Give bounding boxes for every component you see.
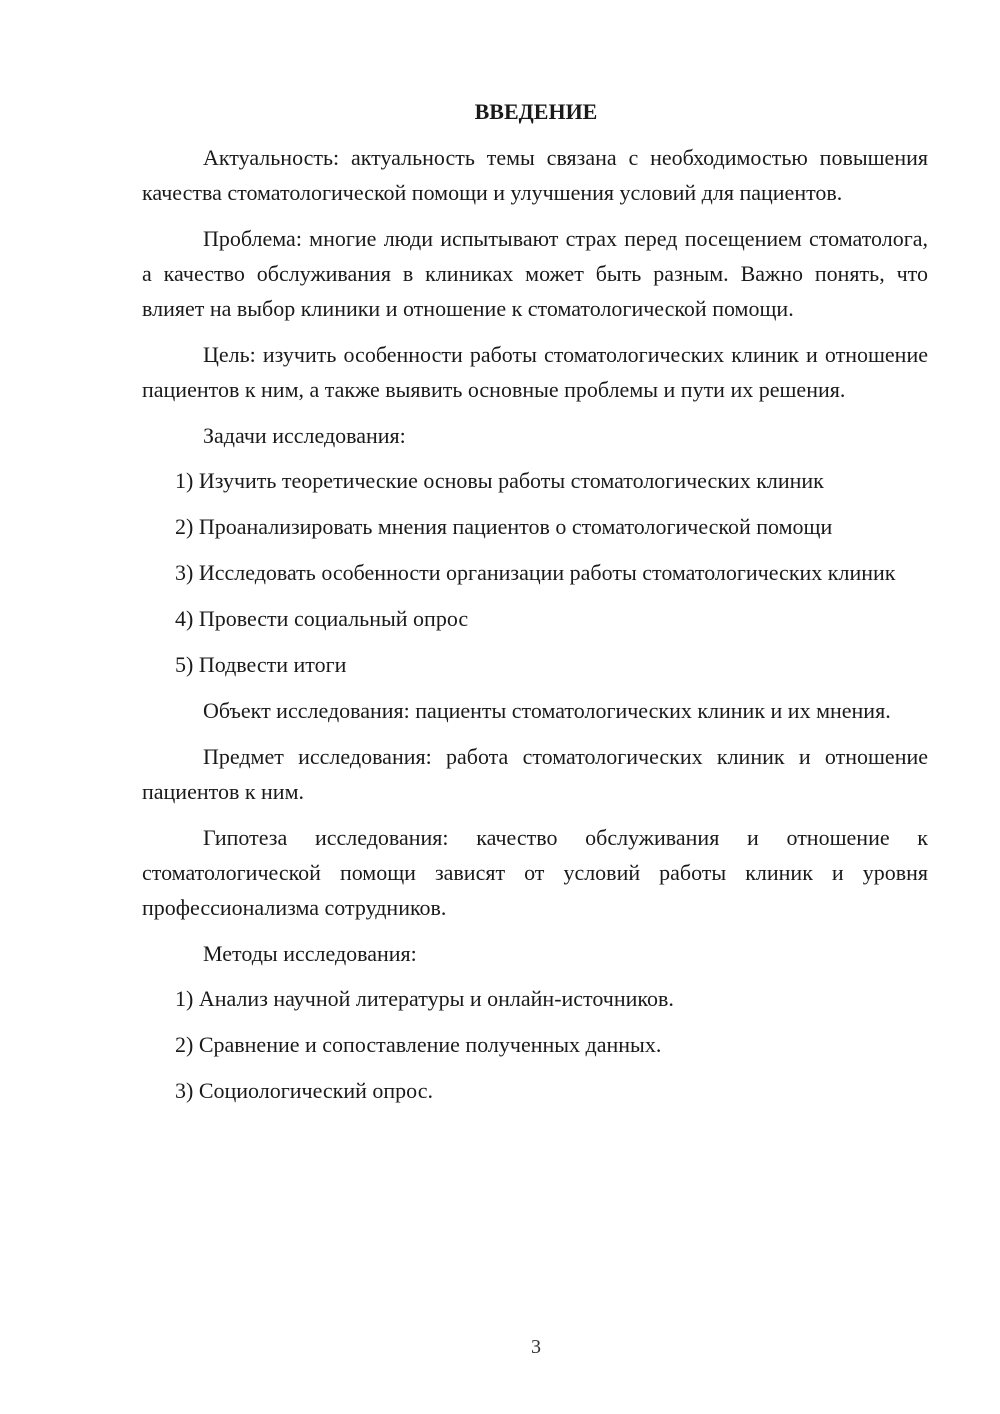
task-item: 1) Изучить теоретические основы работы стоматологических клиник bbox=[175, 468, 824, 493]
relevance-paragraph: Актуальность: актуальность темы связана с необходимостью повышения качества стоматологической помощи и улучшения условий для пациентов. bbox=[142, 145, 928, 205]
goal-paragraph: Цель: изучить особенности работы стоматологических клиник и отношение пациентов к ним, а также выявить основные проблемы и пути их решения. bbox=[142, 342, 928, 402]
problem-paragraph: Проблема: многие люди испытывают страх перед посещением стоматолога, а качество обслуживания в клиниках может быть разным. Важно понять, что влияет на выбор клиники и отношение к стоматологической помощи. bbox=[142, 226, 928, 321]
page-number: 3 bbox=[531, 1336, 541, 1358]
object-paragraph: Объект исследования: пациенты стоматологических клиник и их мнения. bbox=[203, 698, 891, 723]
document-page bbox=[142, 94, 928, 1119]
method-item: 1) Анализ научной литературы и онлайн-источников. bbox=[175, 986, 674, 1011]
hypothesis-paragraph: Гипотеза исследования: качество обслуживания и отношение к стоматологической помощи зависят от условий работы клиник и уровня профессионализма сотрудников. bbox=[142, 825, 928, 920]
methods-heading: Методы исследования: bbox=[203, 941, 417, 966]
task-item: 2) Проанализировать мнения пациентов о стоматологической помощи bbox=[175, 514, 833, 539]
method-item: 3) Социологический опрос. bbox=[175, 1078, 433, 1103]
section-title: ВВЕДЕНИЕ bbox=[474, 99, 598, 124]
task-item: 3) Исследовать особенности организации работы стоматологических клиник bbox=[175, 560, 896, 585]
task-item: 5) Подвести итоги bbox=[175, 652, 347, 677]
subject-paragraph: Предмет исследования: работа стоматологических клиник и отношение пациентов к ним. bbox=[142, 744, 928, 804]
tasks-heading: Задачи исследования: bbox=[203, 423, 406, 448]
method-item: 2) Сравнение и сопоставление полученных данных. bbox=[175, 1032, 662, 1057]
task-item: 4) Провести социальный опрос bbox=[175, 606, 469, 631]
